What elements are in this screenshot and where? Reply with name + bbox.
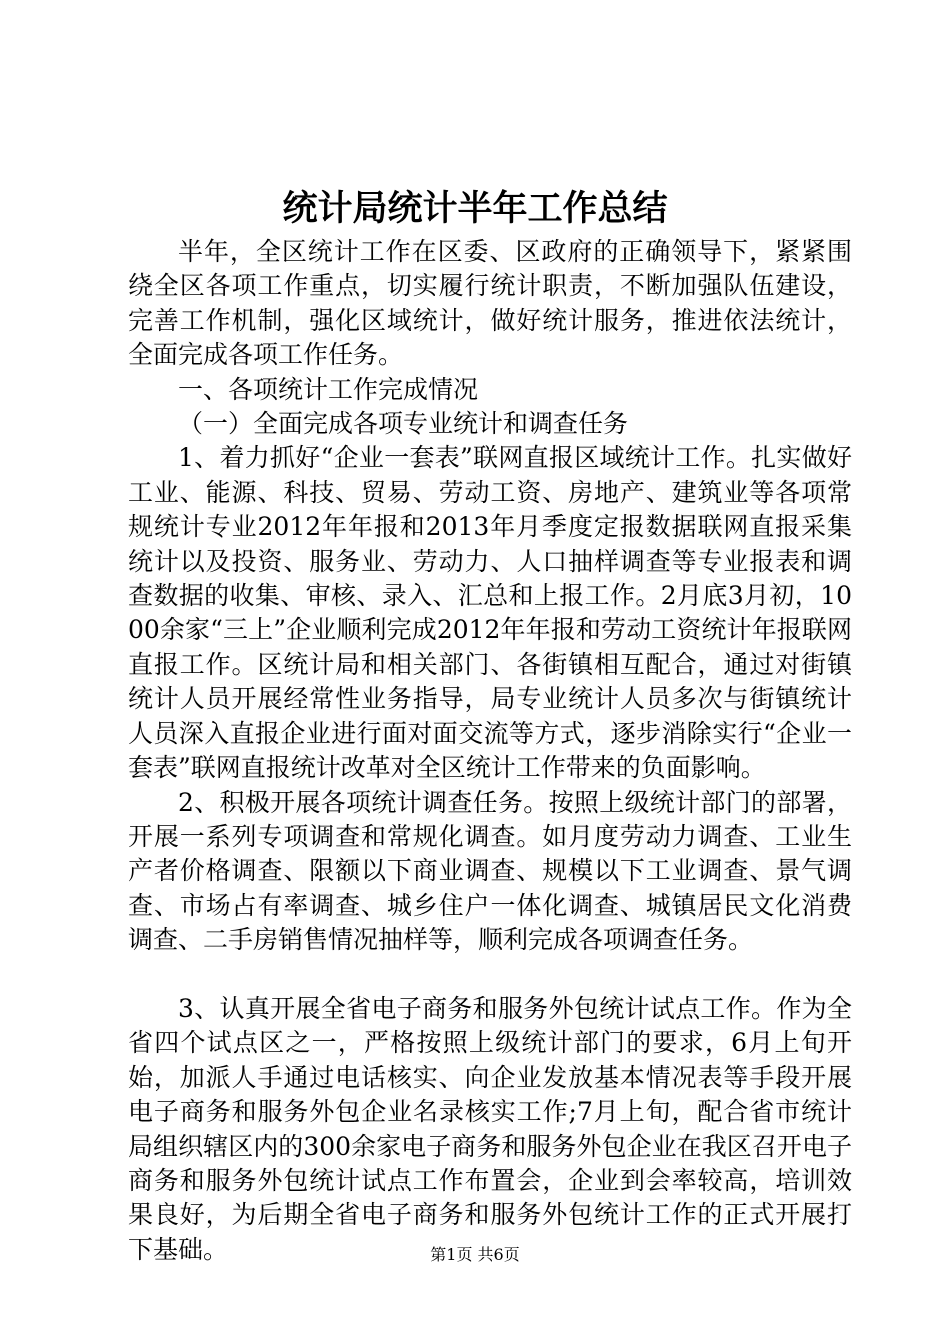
paragraph-item-3: 3、认真开展全省电子商务和服务外包统计试点工作。作为全省四个试点区之一，严格按照上级统计部门的要求，6月上旬开始，加派人手通过电话核实、向企业发放基本情况表等手段开展电子商务和服务外包企业名录核实工作;7月上旬，配合省市统计局组织辖区内的300余家电子商务和服务外包企业在我区召开电子商务和服务外包统计试点工作布置会，企业到会率较高，培训效果良好，为后期全省电子商务和服务外包统计工作的正式开展打下基础。 (128, 993, 852, 1264)
page-number-footer: 第1页 共6页 (430, 1245, 520, 1264)
document-title: 统计局统计半年工作总结 (282, 189, 668, 229)
subsection-heading-1: （一）全面完成各项专业统计和调查任务 (178, 409, 629, 439)
paragraph-item-1: 1、着力抓好“企业一套表”联网直报区域统计工作。扎实做好工业、能源、科技、贸易、劳动工资、房地产、建筑业等各项常规统计专业2012年年报和2013年月季度定报数据联网直报采集统计以及投资、服务业、劳动力、人口抽样调查等专业报表和调查数据的收集、审核、录入、汇总和上报工作。2月底3月初，1000余家“三上”企业顺利完成2012年年报和劳动工资统计年报联网直报工作。区统计局和相关部门、各街镇相互配合，通过对街镇统计人员开展经常性业务指导，局专业统计人员多次与街镇统计人员深入直报企业进行面对面交流等方式，逐步消除实行“企业一套表”联网直报统计改革对全区统计工作带来的负面影响。 (128, 443, 852, 783)
document-body (128, 235, 852, 1267)
paragraph-intro: 半年，全区统计工作在区委、区政府的正确领导下，紧紧围绕全区各项工作重点，切实履行统计职责，不断加强队伍建设，完善工作机制，强化区域统计，做好统计服务，推进依法统计，全面完成各项工作任务。 (128, 237, 852, 370)
paragraph-item-2: 2、积极开展各项统计调查任务。按照上级统计部门的部署，开展一系列专项调查和常规化调查。如月度劳动力调查、工业生产者价格调查、限额以下商业调查、规模以下工业调查、景气调查、市场占有率调查、城乡住户一体化调查、城镇居民文化消费调查、二手房销售情况抽样等，顺利完成各项调查任务。 (128, 787, 852, 955)
section-heading-1: 一、各项统计工作完成情况 (178, 374, 479, 404)
paragraph-gap (128, 958, 852, 992)
